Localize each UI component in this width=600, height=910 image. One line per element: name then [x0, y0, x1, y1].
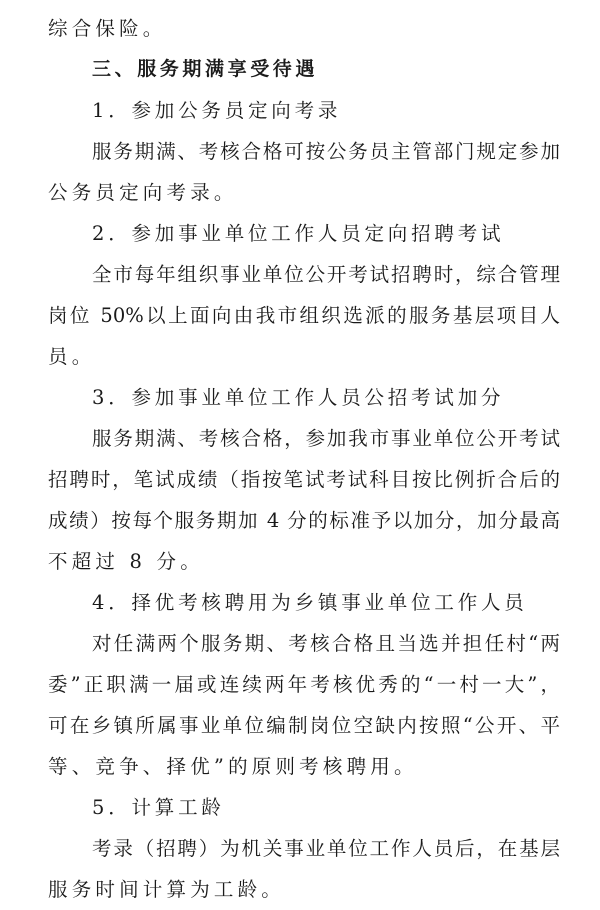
section-heading: 三、服务期满享受待遇: [92, 58, 319, 80]
body-text-line: 不超过 8 分。: [48, 550, 204, 573]
subsection-heading: 4．择优考核聘用为乡镇事业单位工作人员: [92, 591, 528, 614]
subsection-heading: 5．计算工龄: [92, 796, 225, 819]
body-text-line: 服务时间计算为工龄。: [48, 878, 286, 901]
body-text-line: 可在乡镇所属事业单位编制岗位空缺内按照“公开、平: [48, 714, 560, 737]
body-text-line: 全市每年组织事业单位公开考试招聘时，综合管理: [92, 263, 560, 286]
body-text-line: 服务期满、考核合格，参加我市事业单位公开考试: [92, 427, 560, 450]
body-text-line: 对任满两个服务期、考核合格且当选并担任村“两: [92, 632, 560, 655]
body-text-line: 服务期满、考核合格可按公务员主管部门规定参加: [92, 140, 560, 163]
subsection-heading: 1．参加公务员定向考录: [92, 99, 342, 122]
subsection-heading: 2．参加事业单位工作人员定向招聘考试: [92, 222, 505, 245]
body-text-line: 考录（招聘）为机关事业单位工作人员后，在基层: [92, 837, 560, 860]
body-text-line: 招聘时，笔试成绩（指按笔试考试科目按比例折合后的: [48, 468, 560, 491]
body-text-line: 综合保险。: [48, 17, 167, 40]
body-text-line: 员。: [48, 345, 96, 368]
body-text-line: 公务员定向考录。: [48, 181, 238, 204]
body-text-line: 委”正职满一届或连续两年考核优秀的“一村一大”，: [48, 673, 560, 696]
body-text-line: 等、竞争、择优”的原则考核聘用。: [48, 755, 418, 778]
body-text-line: 岗位 50%以上面向由我市组织选派的服务基层项目人: [48, 304, 560, 327]
body-text-line: 成绩）按每个服务期加 4 分的标准予以加分，加分最高: [48, 509, 560, 532]
subsection-heading: 3．参加事业单位工作人员公招考试加分: [92, 386, 505, 409]
